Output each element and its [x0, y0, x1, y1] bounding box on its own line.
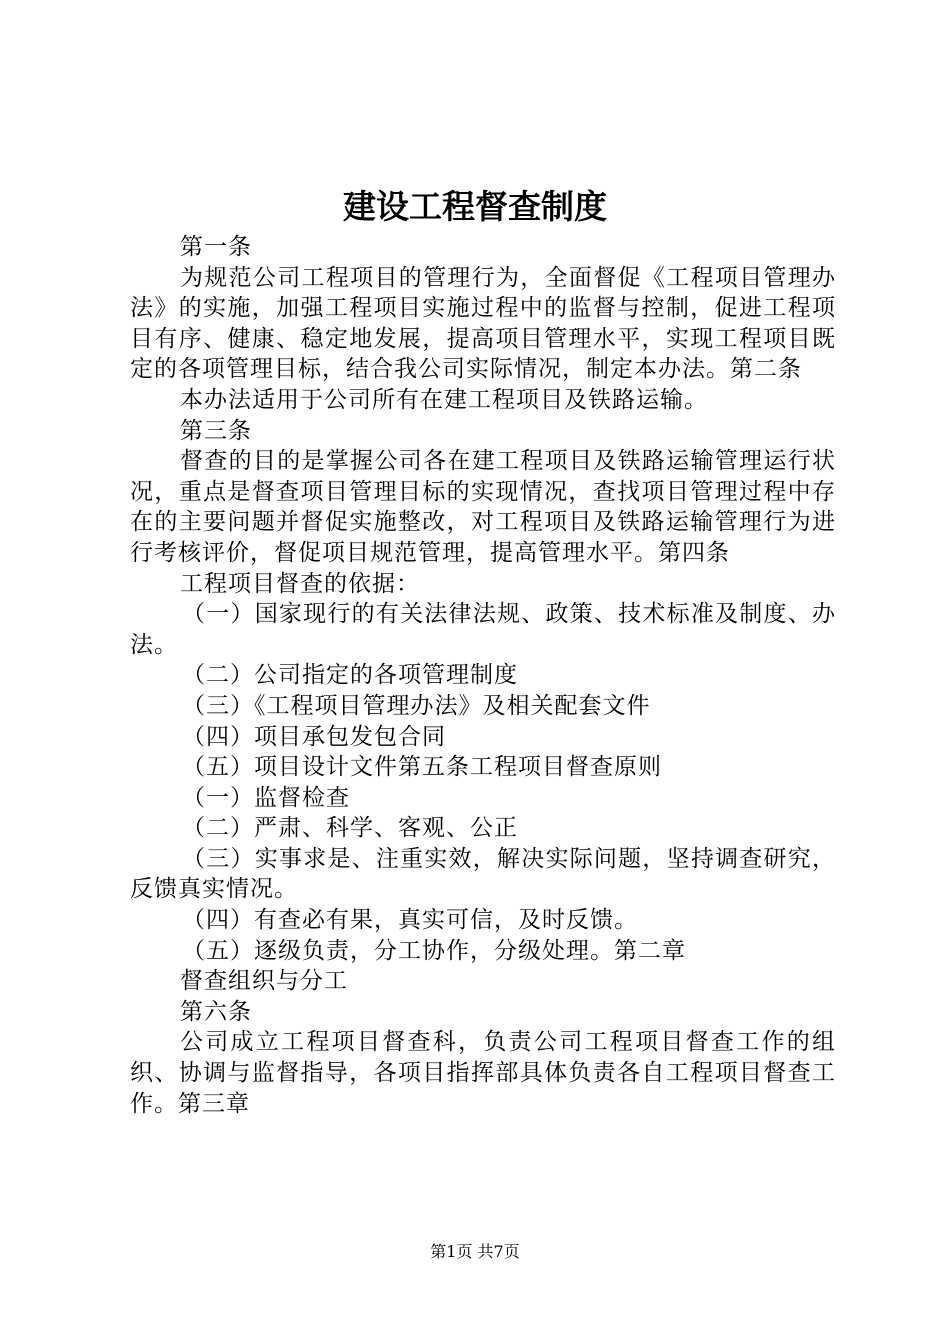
list-item: （二）严肃、科学、客观、公正 [182, 815, 518, 842]
list-item: （三）《工程项目管理办法》及相关配套文件 [182, 692, 651, 719]
list-item: （二）公司指定的各项管理制度 [182, 662, 518, 689]
paragraph: 为规范公司工程项目的管理行为，全面督促《工程项目管理办法》的实施，加强工程项目实施过程中的监督与控制，促进工程项目有序、健康、稳定地发展，提高项目管理水平，实现工程项目既定的各项管理目标，结合我公司实际情况，制定本办法。第二条 [130, 264, 836, 383]
list-item: （四）有查必有果，真实可信，及时反馈。 [182, 907, 638, 934]
page-number-footer: 第1页 共7页 [430, 1242, 520, 1261]
document-title: 建设工程督查制度 [343, 187, 607, 226]
list-item: （一）监督检查 [182, 784, 350, 811]
list-item: （一）国家现行的有关法律法规、政策、技术标准及制度、办法。 [130, 601, 836, 658]
paragraph-article-3: 第三条 [180, 417, 252, 444]
list-item: （五）逐级负责，分工协作，分级处理。第二章 [182, 937, 686, 964]
paragraph: 督查的目的是掌握公司各在建工程项目及铁路运输管理运行状况，重点是督查项目管理目标的实现情况，查找项目管理过程中存在的主要问题并督促实施整改，对工程项目及铁路运输管理行为进行考核评价，督促项目规范管理，提高管理水平。第四条 [130, 448, 836, 566]
list-item: （三）实事求是、注重实效，解决实际问题，坚持调查研究，反馈真实情况。 [130, 845, 836, 903]
paragraph: 本办法适用于公司所有在建工程项目及铁路运输。 [180, 386, 708, 413]
paragraph: 工程项目督查的依据： [180, 570, 420, 597]
document-body [130, 232, 836, 1119]
paragraph-article-1: 第一条 [180, 234, 252, 260]
list-item: （四）项目承包发包合同 [182, 723, 446, 750]
paragraph-article-6: 第六条 [180, 998, 252, 1025]
paragraph-chapter-heading: 督查组织与分工 [180, 968, 348, 995]
paragraph: 公司成立工程项目督查科，负责公司工程项目督查工作的组织、协调与监督指导，各项目指挥部具体负责各自工程项目督查工作。第三章 [130, 1029, 836, 1117]
list-item: （五）项目设计文件第五条工程项目督查原则 [182, 754, 662, 781]
